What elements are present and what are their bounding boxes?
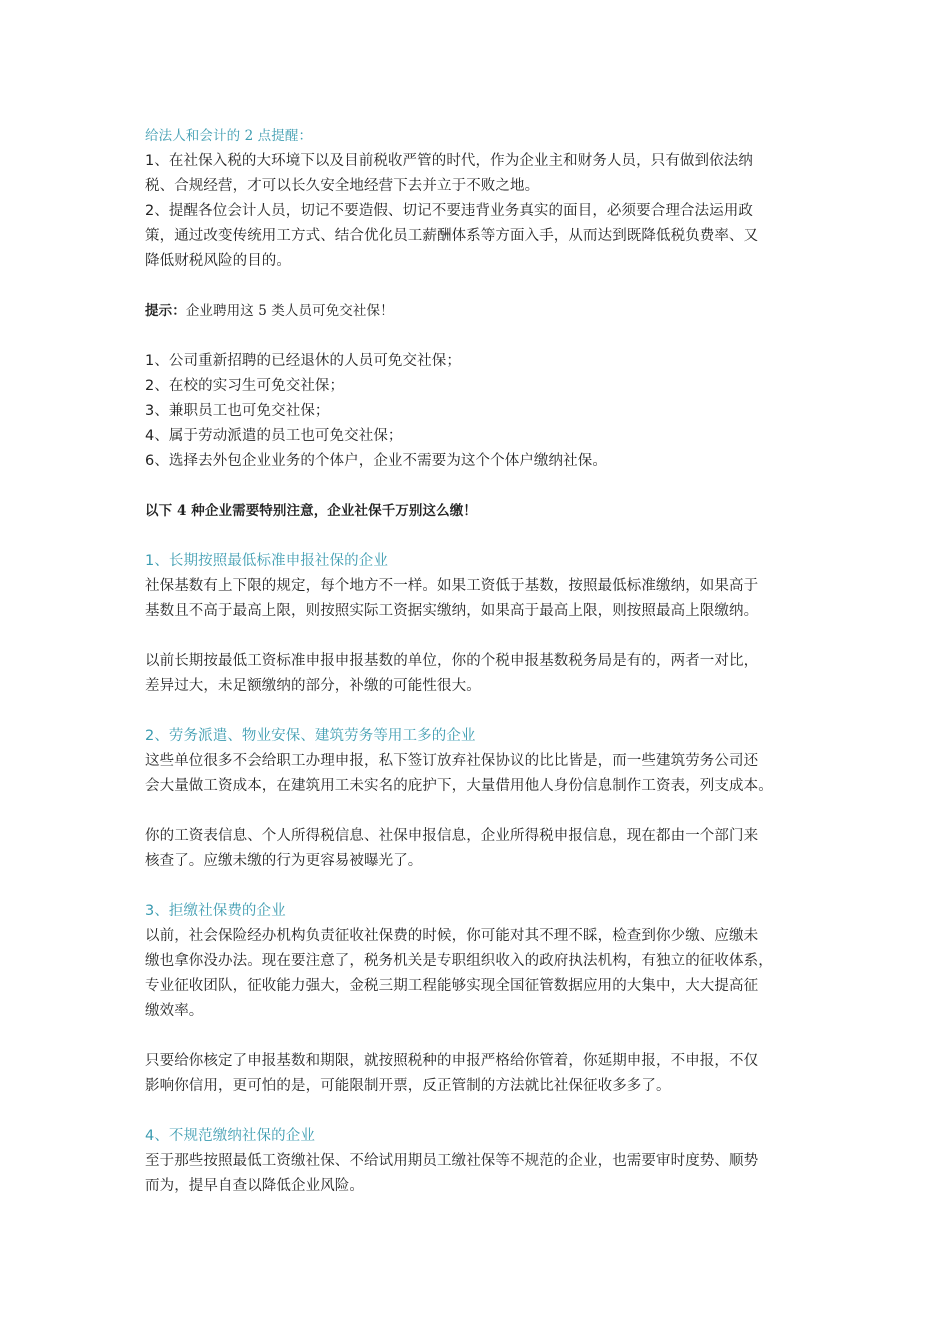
- tips-line: 降低财税风险的目的。: [145, 253, 291, 269]
- warning-title: 以下 4 种企业需要特别注意，企业社保千万别这么缴！: [145, 503, 477, 519]
- section-heading: 2、劳务派遣、物业安保、建筑劳务等用工多的企业: [145, 728, 476, 744]
- section-line: 基数且不高于最高上限，则按照实际工资据实缴纳，如果高于最高上限，则按照最高上限缴纳。: [145, 603, 759, 619]
- exempt-item: 6、选择去外包企业业务的个体户，企业不需要为这个个体户缴纳社保。: [145, 453, 607, 469]
- hint-text: 企业聘用这 5 类人员可免交社保！: [185, 303, 394, 319]
- section-line: 这些单位很多不会给职工办理申报，私下签订放弃社保协议的比比皆是，而一些建筑劳务公司还: [145, 753, 759, 769]
- spacer: [145, 524, 825, 549]
- hint-label: 提示：: [145, 303, 186, 319]
- exempt-item: 4、属于劳动派遣的员工也可免交社保；: [145, 428, 403, 444]
- section-line: 而为，提早自查以降低企业风险。: [145, 1178, 364, 1194]
- section-line: 影响你信用，更可怕的是，可能限制开票，反正管制的方法就比社保征收多多了。: [145, 1078, 671, 1094]
- section-line: 以前长期按最低工资标准申报申报基数的单位，你的个税申报基数税务局是有的，两者一对比，: [145, 653, 759, 669]
- spacer: [145, 624, 825, 649]
- section-line: 至于那些按照最低工资缴社保、不给试用期员工缴社保等不规范的企业，也需要审时度势、顺势: [145, 1153, 759, 1169]
- hint-line: [145, 299, 825, 324]
- document-body: [145, 124, 825, 1199]
- spacer: [145, 324, 825, 349]
- tips-title: 给法人和会计的 2 点提醒：: [145, 128, 313, 144]
- tips-line: 2、提醒各位会计人员，切记不要造假、切记不要违背业务真实的面目，必须要合理合法运用政: [145, 203, 753, 219]
- exempt-item: 1、公司重新招聘的已经退休的人员可免交社保；: [145, 353, 461, 369]
- spacer: [145, 1099, 825, 1124]
- section-line: 专业征收团队，征收能力强大，金税三期工程能够实现全国征管数据应用的大集中，大大提高征: [145, 978, 759, 994]
- exempt-item: 3、兼职员工也可免交社保；: [145, 403, 330, 419]
- spacer: [145, 474, 825, 499]
- section-line: 缴效率。: [145, 1003, 204, 1019]
- section-line: 会大量做工资成本，在建筑用工未实名的庇护下，大量借用他人身份信息制作工资表，列支成本。: [145, 778, 773, 794]
- spacer: [145, 874, 825, 899]
- section-line: 你的工资表信息、个人所得税信息、社保申报信息，企业所得税申报信息，现在都由一个部门来: [145, 828, 759, 844]
- tips-line: 1、在社保入税的大环境下以及目前税收严管的时代，作为企业主和财务人员，只有做到依法纳: [145, 153, 753, 169]
- spacer: [145, 699, 825, 724]
- spacer: [145, 799, 825, 824]
- section-line: 核查了。应缴未缴的行为更容易被曝光了。: [145, 853, 423, 869]
- section-line: 以前，社会保险经办机构负责征收社保费的时候，你可能对其不理不睬，检查到你少缴、应缴未: [145, 928, 759, 944]
- section-heading: 1、长期按照最低标准申报社保的企业: [145, 553, 388, 569]
- section-line: 只要给你核定了申报基数和期限，就按照税种的申报严格给你管着，你延期申报，不申报，不仅: [145, 1053, 759, 1069]
- tips-line: 税、合规经营，才可以长久安全地经营下去并立于不败之地。: [145, 178, 540, 194]
- section-line: 社保基数有上下限的规定，每个地方不一样。如果工资低于基数，按照最低标准缴纳，如果高于: [145, 578, 759, 594]
- exempt-item: 2、在校的实习生可免交社保；: [145, 378, 345, 394]
- spacer: [145, 274, 825, 299]
- section-heading: 4、不规范缴纳社保的企业: [145, 1128, 315, 1144]
- section-line: 差异过大，未足额缴纳的部分，补缴的可能性很大。: [145, 678, 481, 694]
- section-heading: 3、拒缴社保费的企业: [145, 903, 286, 919]
- section-line: 缴也拿你没办法。现在要注意了，税务机关是专职组织收入的政府执法机构，有独立的征收体系，: [145, 953, 773, 969]
- spacer: [145, 1024, 825, 1049]
- tips-line: 策，通过改变传统用工方式、结合优化员工薪酬体系等方面入手，从而达到既降低税负费率、又: [145, 228, 759, 244]
